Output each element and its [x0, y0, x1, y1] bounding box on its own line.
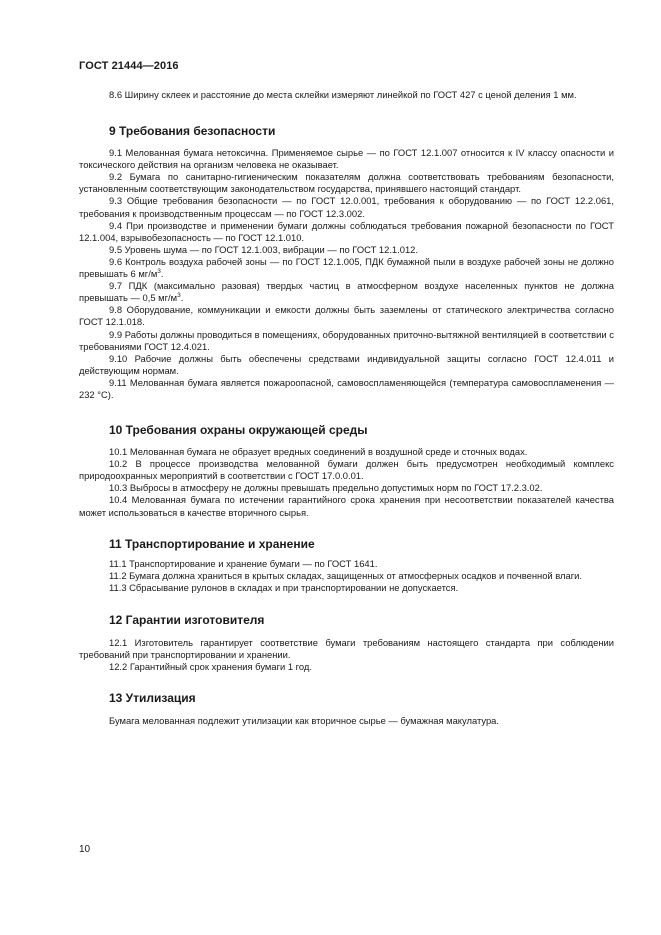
paragraph-9-2: 9.2 Бумага по санитарно-гигиеническим показателям должна соответствовать требованиям безопасности, установленным соответствующим законодательством государства, принявшего настоящий стандарт. — [79, 171, 614, 195]
document-header: ГОСТ 21444—2016 — [79, 60, 179, 72]
section-12-title: 12 Гарантии изготовителя — [109, 612, 265, 627]
paragraph-9-7-text: 9.7 ПДК (максимально разовая) твердых частиц в атмосферном воздухе населенных пунктов не должна превышать — 0,5 мг/м — [79, 280, 614, 304]
section-13 — [79, 691, 614, 727]
paragraph-9-11: 9.11 Мелованная бумага является пожароопасной, самовоспламеняющейся (температура самовоспламенения — 232 °С). — [79, 376, 614, 400]
paragraph-10-1: 10.1 Мелованная бумага не образует вредных соединений в воздушной среде и сточных водах. — [109, 446, 528, 458]
paragraph-9-10: 9.10 Рабочие должны быть обеспечены средствами индивидуальной защиты согласно ГОСТ 12.4.011 и действующим нормам. — [79, 352, 614, 376]
paragraph-12-2: 12.2 Гарантийный срок хранения бумаги 1 год. — [109, 661, 312, 673]
paragraph-9-9: 9.9 Работы должны проводиться в помещениях, оборудованных приточно-вытяжной вентиляцией в соответствии с требованиями ГОСТ 12.4.021. — [79, 328, 614, 352]
paragraph-11-1: 11.1 Транспортирование и хранение бумаги — по ГОСТ 1641. — [109, 557, 378, 569]
paragraph-9-7-end: . — [180, 292, 184, 304]
paragraph-9-3: 9.3 Общие требования безопасности — по ГОСТ 12.0.001, требования к оборудованию — по ГОСТ 12.2.061, требования к производственным процессам — по ГОСТ 12.3.002. — [79, 195, 614, 219]
paragraph-9-4: 9.4 При производстве и применении бумаги должны соблюдаться требования пожарной безопасности по ГОСТ 12.1.004, взрывобезопасность — по ГОСТ 12.1.010. — [79, 219, 614, 243]
section-10-title: 10 Требования охраны окружающей среды — [109, 423, 368, 438]
paragraph-10-4: 10.4 Мелованная бумага по истечении гарантийного срока хранения при несоответствии показателей качества может использоваться в качестве вторичного сырья. — [79, 494, 614, 518]
section-10 — [79, 423, 614, 519]
section-9 — [79, 124, 614, 401]
paragraph-12-1: 12.1 Изготовитель гарантирует соответствие бумаги требованиям настоящего стандарта при соблюдении требований при транспортировании и хранении. — [79, 636, 614, 660]
section-12 — [79, 613, 614, 673]
section-11 — [79, 537, 614, 594]
paragraph-9-6-text: 9.6 Контроль воздуха рабочей зоны — по ГОСТ 12.1.005, ПДК бумажной пыли в воздухе рабочей зоны не должно превышать 6 мг/м — [79, 255, 614, 280]
document-body — [79, 89, 614, 727]
section-9-title: 9 Требования безопасности — [109, 124, 276, 139]
paragraph-9-6-end: . — [160, 268, 164, 280]
superscript-3: 3 — [157, 268, 161, 276]
paragraph-8-6: 8.6 Ширину склеек и расстояние до места склейки измеряют линейкой по ГОСТ 427 с ценой деления 1 мм. — [109, 89, 577, 100]
paragraph-11-3: 11.3 Сбрасывание рулонов в складах и при транспортировании не допускается. — [109, 581, 459, 593]
section-13-title: 13 Утилизация — [109, 691, 196, 706]
paragraph-11-2: 11.2 Бумага должна храниться в крытых складах, защищенных от атмосферных осадков и почвенной влаги. — [109, 569, 582, 581]
page-number: 10 — [79, 844, 91, 855]
paragraph-10-2: 10.2 В процессе производства мелованной бумаги должен быть предусмотрен необходимый комплекс природоохранных мероприятий в соответствии с ГОСТ 17.0.0.01. — [79, 458, 614, 482]
paragraph-10-3: 10.3 Выбросы в атмосферу не должны превышать предельно допустимых норм по ГОСТ 17.2.3.02. — [109, 482, 543, 494]
superscript-3: 3 — [177, 292, 181, 300]
paragraph-9-6 — [79, 256, 614, 280]
paragraph-9-7 — [79, 280, 614, 304]
paragraph-9-1: 9.1 Мелованная бумага нетоксична. Применяемое сырье — по ГОСТ 12.1.007 относится к IV классу опасности и токсического действия на организм человека не оказывает. — [79, 147, 614, 171]
paragraph-9-8: 9.8 Оборудование, коммуникации и емкости должны быть заземлены от статического электричества согласно ГОСТ 12.1.018. — [79, 304, 614, 328]
paragraph-13-1: Бумага мелованная подлежит утилизации как вторичное сырье — бумажная макулатура. — [109, 715, 499, 727]
paragraph-9-5: 9.5 Уровень шума — по ГОСТ 12.1.003, вибрации — по ГОСТ 12.1.012. — [109, 243, 418, 255]
section-11-title: 11 Транспортирование и хранение — [109, 536, 315, 551]
